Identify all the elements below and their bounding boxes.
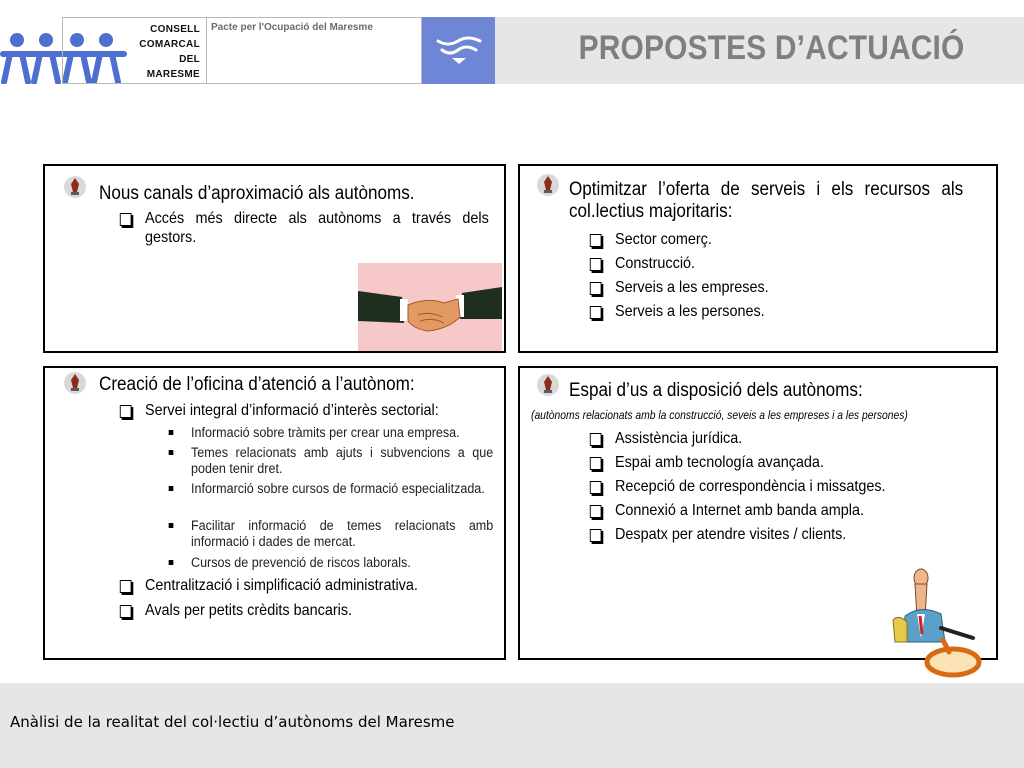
page-title: PROPOSTES D’ACTUACIÓ: [578, 29, 964, 67]
list-item: [615, 230, 712, 249]
sub-list-item: [191, 518, 493, 550]
list-item: [615, 254, 695, 273]
title-band: [495, 17, 1024, 84]
list-item-text: Connexió a Internet amb banda ampla.: [615, 502, 864, 519]
manager-with-magnifier-image: [885, 568, 985, 678]
square-bullet-icon: [169, 486, 174, 491]
checkbox-bullet-icon: [590, 505, 602, 518]
list-item-text: Espai amb tecnología avançada.: [615, 454, 824, 471]
list-item-text: Accés més directe als autònoms a través dels gestors.: [145, 210, 489, 246]
list-item-text: Centralització i simplificació administrativa.: [145, 577, 418, 594]
list-item: [145, 576, 418, 595]
sub-list-item: [191, 425, 493, 441]
checkbox-bullet-icon: [120, 405, 132, 418]
checkbox-bullet-icon: [590, 234, 602, 247]
council-name-line: MARESME: [146, 69, 200, 80]
council-name: [139, 22, 200, 82]
sub-list-item: [191, 555, 493, 571]
council-name-box: [62, 17, 206, 84]
pacte-box: [206, 17, 422, 84]
note-paren: (: [531, 408, 535, 422]
footer-text: Anàlisi de la realitat del col·lectiu d’autònoms del Maresme: [10, 713, 455, 731]
list-item: [145, 209, 489, 247]
square-bullet-icon: [169, 430, 174, 435]
list-item: [615, 302, 765, 321]
list-item: [615, 525, 846, 544]
sub-list-item-text: Cursos de prevenció de riscos laborals.: [191, 555, 411, 570]
checkbox-bullet-icon: [120, 213, 132, 226]
council-name-line: DEL: [179, 54, 200, 65]
pushpin-icon: [534, 170, 562, 198]
note-text: autònoms relacionats amb la construcció, seveis a les empreses i a les persones): [534, 408, 908, 422]
list-item: [615, 278, 769, 297]
sub-list-item-text: Informarció sobre cursos de formació especialitzada.: [191, 481, 485, 496]
square-bullet-icon: [169, 450, 174, 455]
list-item: [145, 601, 352, 620]
handshake-image: [358, 263, 502, 351]
pushpin-icon: [61, 368, 89, 396]
square-bullet-icon: [169, 560, 174, 565]
panel-heading: Nous canals d’aproximació als autònoms.: [99, 183, 415, 204]
panel-office: [43, 366, 506, 660]
council-name-line: COMARCAL: [139, 39, 200, 50]
panel-optimize-services: [518, 164, 998, 353]
checkbox-bullet-icon: [590, 481, 602, 494]
sub-list-item: [191, 481, 493, 497]
wave-logo: [422, 17, 495, 84]
panel-note: [531, 408, 908, 422]
list-item: [615, 477, 886, 496]
list-item-text: Serveis a les empreses.: [615, 279, 769, 296]
panel-heading: Optimitzar l’oferta de serveis i els recursos als col.lectius majoritaris:: [569, 179, 964, 222]
list-item-text: Sector comerç.: [615, 231, 712, 248]
list-item-text: Despatx per atendre visites / clients.: [615, 526, 847, 543]
pushpin-icon: [534, 370, 562, 398]
checkbox-bullet-icon: [120, 605, 132, 618]
checkbox-bullet-icon: [590, 282, 602, 295]
checkbox-bullet-icon: [120, 580, 132, 593]
checkbox-bullet-icon: [590, 433, 602, 446]
list-item: [615, 429, 742, 448]
checkbox-bullet-icon: [590, 306, 602, 319]
square-bullet-icon: [169, 523, 174, 528]
checkbox-bullet-icon: [590, 529, 602, 542]
pacte-label: Pacte per l'Ocupació del Maresme: [211, 22, 373, 33]
list-item-text: Construcció.: [615, 255, 696, 272]
sub-list-item-text: Facilitar informació de temes relacionats amb informació i dades de mercat.: [191, 518, 494, 549]
wave-icon: [422, 17, 495, 84]
panel-heading: Creació de l’oficina d’atenció a l’autònom:: [99, 374, 415, 395]
sub-list-item-text: Temes relacionats amb ajuts i subvencions a que poden tenir dret.: [191, 445, 494, 476]
council-name-line: CONSELL: [150, 24, 200, 35]
list-item-text: Serveis a les persones.: [615, 303, 765, 320]
checkbox-bullet-icon: [590, 457, 602, 470]
list-item-text: Servei integral d’informació d’interès sectorial:: [145, 402, 439, 419]
list-item-text: Avals per petits crèdits bancaris.: [145, 602, 353, 619]
pushpin-icon: [61, 172, 89, 200]
panel-heading: Espai d’us a disposició dels autònoms:: [569, 380, 863, 401]
list-item: [145, 401, 439, 420]
list-item: [615, 501, 864, 520]
sub-list-item-text: Informació sobre tràmits per crear una empresa.: [191, 425, 460, 440]
list-item-text: Recepció de correspondència i missatges.: [615, 478, 886, 495]
footer-band: [0, 683, 1024, 768]
sub-list-item: [191, 445, 493, 477]
list-item: [615, 453, 824, 472]
checkbox-bullet-icon: [590, 258, 602, 271]
list-item-text: Assistència jurídica.: [615, 430, 743, 447]
